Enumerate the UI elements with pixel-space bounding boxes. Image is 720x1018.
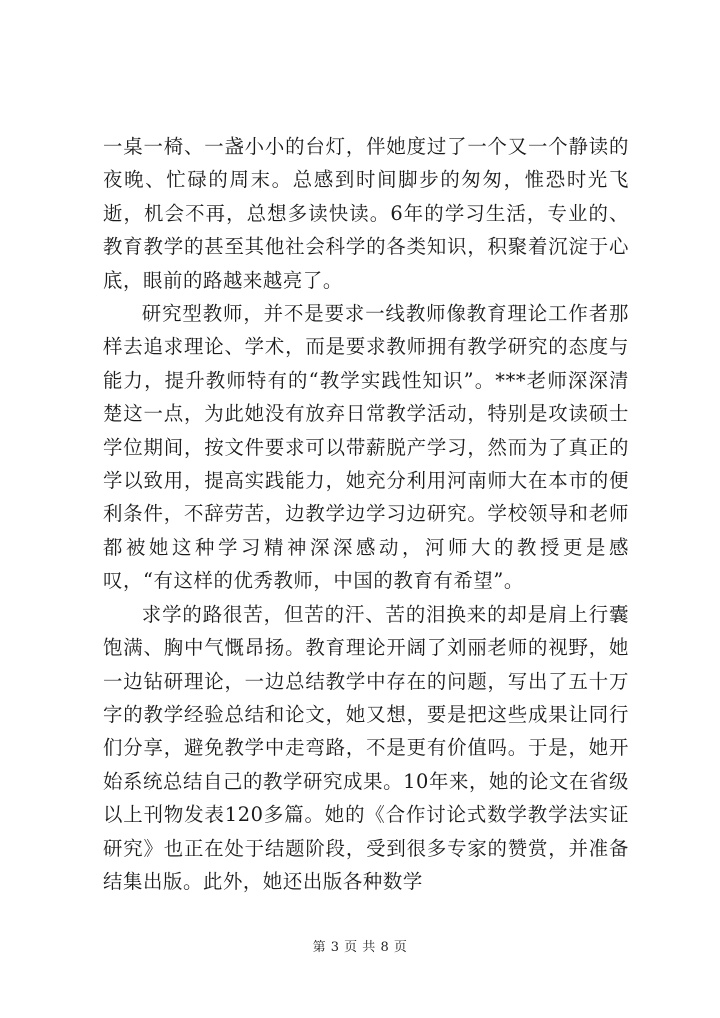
body-text bbox=[103, 130, 629, 898]
paragraph-1: 一桌一椅、一盏小小的台灯，伴她度过了一个又一个静读的夜晚、忙碌的周末。总感到时间脚步的匆匆，惟恐时光飞逝，机会不再，总想多读快读。6年的学习生活，专业的、教育教学的甚至其他社会科学的各类知识，积聚着沉淀于心底，眼前的路越来越亮了。 bbox=[103, 135, 629, 292]
page-footer: 第 3 页 共 8 页 bbox=[312, 940, 408, 955]
paragraph-3: 求学的路很苦，但苦的汗、苦的泪换来的却是肩上行囊饱满、胸中气慨昂扬。教育理论开阔了刘丽老师的视野，她一边钻研理论，一边总结教学中存在的问题，写出了五十万字的教学经验总结和论文，她又想，要是把这些成果让同行们分享，避免教学中走弯路，不是更有价值吗。于是，她开始系统总结自己的教学研究成果。10年来，她的论文在省级以上刊物发表120多篇。她的《合作讨论式数学教学法实证研究》也正在处于结题阶段，受到很多专家的赞赏，并准备结集出版。此外，她还出版各种数学 bbox=[103, 602, 629, 893]
paragraph-2: 研究型教师，并不是要求一线教师像教育理论工作者那样去追求理论、学术，而是要求教师拥有教学研究的态度与能力，提升教师特有的“教学实践性知识”。***老师深深清楚这一点，为此她没有放弃日常教学活动，特别是攻读硕士学位期间，按文件要求可以带薪脱产学习，然而为了真正的学以致用，提高实践能力，她充分利用河南师大在本市的便利条件，不辞劳苦，边教学边学习边研究。学校领导和老师都被她这种学习精神深深感动，河师大的教授更是感叹，“有这样的优秀教师，中国的教育有希望”。 bbox=[103, 302, 629, 593]
